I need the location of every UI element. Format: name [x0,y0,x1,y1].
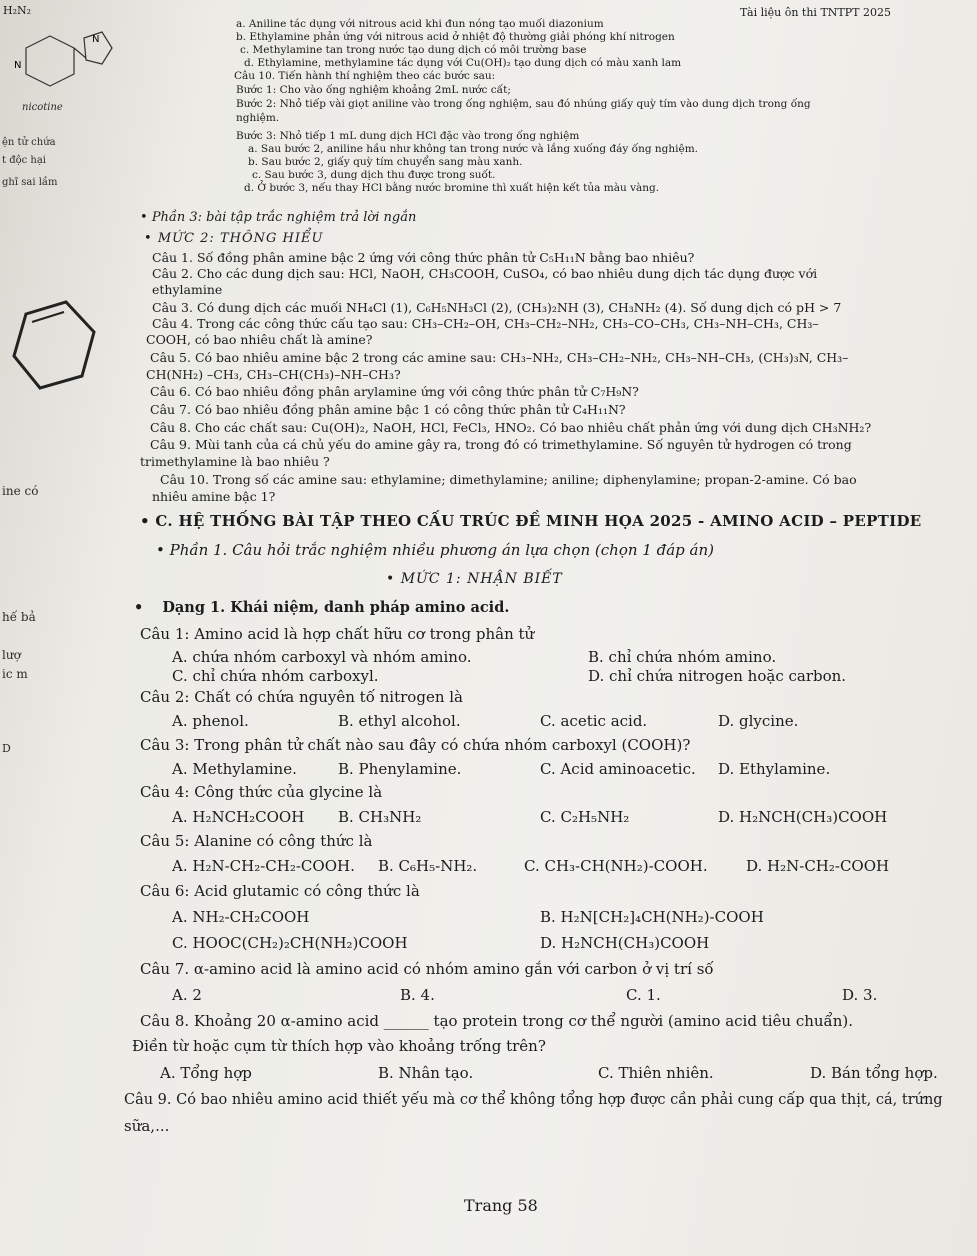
mcq-6-option-a: A. NH₂-CH₂COOH [172,908,310,926]
mcq-8-instruction: Điền từ hoặc cụm từ thích hợp vào khoảng trống trên? [132,1037,546,1055]
q10-step3: Bước 3: Nhỏ tiếp 1 mL dung dịch HCl đặc vào trong ống nghiệm [236,130,580,142]
mcq-8-option-a: A. Tổng hợp [160,1064,252,1082]
mcq-2-option-b: B. ethyl alcohol. [338,712,461,730]
mcq-8-option-d: D. Bán tổng hợp. [810,1064,938,1082]
mcq-8-question: Câu 8. Khoảng 20 α-amino acid ______ tạo protein trong cơ thể người (amino acid tiêu chuẩn). [140,1012,854,1030]
mcq-4-option-a: A. H₂NCH₂COOH [172,808,305,826]
mcq-2-option-d: D. glycine. [718,712,799,730]
left-fragment: lượ [2,648,21,662]
mcq-2-question: Câu 2: Chất có chứa nguyên tố nitrogen là [140,688,463,706]
left-fragment: ện tử chứa [2,137,56,148]
p3-q8: Câu 8. Cho các chất sau: Cu(OH)₂, NaOH, HCl, FeCl₃, HNO₂. Có bao nhiêu chất phản ứng với dung dịch CH₃NH₂? [150,420,872,435]
mcq-5-option-a: A. H₂N-CH₂-CH₂-COOH. [172,857,355,875]
mcq-2-option-c: C. acetic acid. [540,712,648,730]
mcq-6-question: Câu 6: Acid glutamic có công thức là [140,882,420,900]
q10-step1: Bước 1: Cho vào ống nghiệm khoảng 2mL nước cất; [236,84,511,96]
corner-formula: H₂N₂ [3,4,32,17]
p3-q5: Câu 5. Có bao nhiêu amine bậc 2 trong các amine sau: CH₃–NH₂, CH₃–CH₂–NH₂, CH₃–NH–CH₃, (CH₃)₃N, CH₃– [150,350,849,365]
svg-text:N: N [14,60,22,71]
q10-option-b: b. Sau bước 2, giấy quỳ tím chuyển sang màu xanh. [248,156,523,168]
left-fragment: hế bả [2,610,36,624]
left-fragment: ic m [2,667,28,681]
mcq-4-option-b: B. CH₃NH₂ [338,808,422,826]
benzene-ring-icon [4,292,102,402]
mcq-6-option-d: D. H₂NCH(CH₃)COOH [540,934,710,952]
mcq-3-option-d: D. Ethylamine. [718,760,831,778]
mcq-3-option-a: A. Methylamine. [172,760,297,778]
mcq-1-option-d: D. chỉ chứa nitrogen hoặc carbon. [588,667,847,685]
mcq-7-option-d: D. 3. [842,986,878,1004]
q10-step2: Bước 2: Nhỏ tiếp vài giọt aniline vào trong ống nghiệm, sau đó nhúng giấy quỳ tím vào dung dịch trong ống [236,98,811,110]
q10-option-d: d. Ở bước 3, nếu thay HCl bằng nước bromine thì xuất hiện kết tủa màu vàng. [244,182,660,194]
q10-title: Câu 10. Tiến hành thí nghiệm theo các bước sau: [234,70,496,82]
q9-option-b: b. Ethylamine phản ứng với nitrous acid ở nhiệt độ thường giải phóng khí nitrogen [236,31,675,43]
q10-option-a: a. Sau bước 2, aniline hầu như không tan trong nước và lắng xuống đáy ống nghiệm. [248,143,699,155]
part3-heading: • Phần 3: bài tập trắc nghiệm trả lời ngắn [140,210,417,225]
nicotine-structure-icon [6,28,116,108]
mcq-7-option-b: B. 4. [400,986,435,1004]
p3-q10-cont: nhiêu amine bậc 1? [152,489,276,504]
mcq-7-question: Câu 7. α-amino acid là amino acid có nhóm amino gắn với carbon ở vị trí số [140,960,714,978]
part3-level: • MỨC 2: THÔNG HIỂU [144,231,324,246]
left-fragment: D [2,742,11,755]
mcq-6-option-c: C. HOOC(CH₂)₂CH(NH₂)COOH [172,934,408,952]
p3-q6: Câu 6. Có bao nhiêu đồng phân arylamine ứng với công thức phân tử C₇H₉N? [150,384,639,399]
q10-step2-cont: nghiệm. [236,112,280,124]
dang-1-heading: • Dạng 1. Khái niệm, danh pháp amino acid. [134,599,510,616]
mcq-9-question-cont: sữa,... [124,1117,170,1135]
mcq-4-question: Câu 4: Công thức của glycine là [140,783,383,801]
mcq-6-option-b: B. H₂N[CH₂]₄CH(NH₂)-COOH [540,908,764,926]
section-c-part1: • Phần 1. Câu hỏi trắc nghiệm nhiều phương án lựa chọn (chọn 1 đáp án) [156,541,714,559]
mcq-7-option-a: A. 2 [172,986,202,1004]
mcq-5-option-b: B. C₆H₅-NH₂. [378,857,478,875]
section-c-title: • C. HỆ THỐNG BÀI TẬP THEO CẤU TRÚC ĐỀ MINH HỌA 2025 - AMINO ACID – PEPTIDE [140,512,922,530]
q10-option-c: c. Sau bước 3, dung dịch thu được trong suốt. [252,169,496,181]
mcq-8-option-c: C. Thiên nhiên. [598,1064,714,1082]
mcq-5-option-c: C. CH₃-CH(NH₂)-COOH. [524,857,708,875]
mcq-3-question: Câu 3: Trong phân tử chất nào sau đây có chứa nhóm carboxyl (COOH)? [140,736,691,754]
p3-q9: Câu 9. Mùi tanh của cá chủ yếu do amine gây ra, trong đó có trimethylamine. Số nguyên tử hydrogen có trong [150,437,852,452]
p3-q10: Câu 10. Trong số các amine sau: ethylamine; dimethylamine; aniline; diphenylamine; propan-2-amine. Có bao [160,472,857,487]
mcq-1-option-a: A. chứa nhóm carboxyl và nhóm amino. [172,648,472,666]
mcq-1-option-b: B. chỉ chứa nhóm amino. [588,648,777,666]
mcq-1-question: Câu 1: Amino acid là hợp chất hữu cơ trong phân tử [140,625,535,643]
p3-q4: Câu 4. Trong các công thức cấu tạo sau: CH₃–CH₂–OH, CH₃–CH₂–NH₂, CH₃–CO–CH₃, CH₃–NH–CH₃, CH₃– [152,316,819,331]
left-fragment: ine có [2,484,39,498]
mcq-4-option-c: C. C₂H₅NH₂ [540,808,630,826]
mcq-5-option-d: D. H₂N-CH₂-COOH [746,857,890,875]
q9-option-d: d. Ethylamine, methylamine tác dụng với Cu(OH)₂ tạo dung dịch có màu xanh lam [244,57,682,69]
p3-q3: Câu 3. Có dung dịch các muối NH₄Cl (1), C₆H₅NH₃Cl (2), (CH₃)₂NH (3), CH₃NH₂ (4). Số dung dịch có pH > 7 [152,300,842,315]
mcq-2-option-a: A. phenol. [172,712,249,730]
mcq-9-question: Câu 9. Có bao nhiêu amino acid thiết yếu mà cơ thể không tổng hợp được cần phải cung cấp qua thịt, cá, trứng [124,1092,943,1108]
p3-q4-cont: COOH, có bao nhiêu chất là amine? [146,332,373,347]
p3-q7: Câu 7. Có bao nhiêu đồng phân amine bậc 1 có công thức phân tử C₄H₁₁N? [150,402,626,417]
q9-option-c: c. Methylamine tan trong nước tạo dung dịch có môi trường base [240,44,587,56]
mcq-4-option-d: D. H₂NCH(CH₃)COOH [718,808,888,826]
p3-q9-cont: trimethylamine là bao nhiêu ? [140,454,330,469]
p3-q2: Câu 2. Cho các dung dịch sau: HCl, NaOH, CH₃COOH, CuSO₄, có bao nhiêu dung dịch tác dụng được với [152,266,818,281]
mcq-3-option-c: C. Acid aminoacetic. [540,760,696,778]
p3-q2-cont: ethylamine [152,282,223,297]
p3-q1: Câu 1. Số đồng phân amine bậc 2 ứng với công thức phân tử C₅H₁₁N bằng bao nhiêu? [152,250,695,265]
page-header: Tài liệu ôn thi TNTPT 2025 [740,6,891,19]
mcq-3-option-b: B. Phenylamine. [338,760,462,778]
p3-q5-cont: CH(NH₂) –CH₃, CH₃–CH(CH₃)–NH–CH₃? [146,367,401,382]
mcq-1-option-c: C. chỉ chứa nhóm carboxyl. [172,667,379,685]
svg-text:N: N [92,34,100,45]
page-number: Trang 58 [464,1196,538,1215]
mcq-8-option-b: B. Nhân tạo. [378,1064,474,1082]
q9-option-a: a. Aniline tác dụng với nitrous acid khi đun nóng tạo muối diazonium [236,18,604,30]
mcq-7-option-c: C. 1. [626,986,661,1004]
left-fragment: nicotine [22,102,63,113]
section-c-level: • MỨC 1: NHẬN BIẾT [386,571,563,587]
left-fragment: t độc hại [2,155,46,166]
left-fragment: ghĩ sai lầm [2,177,58,188]
mcq-5-question: Câu 5: Alanine có công thức là [140,832,373,850]
